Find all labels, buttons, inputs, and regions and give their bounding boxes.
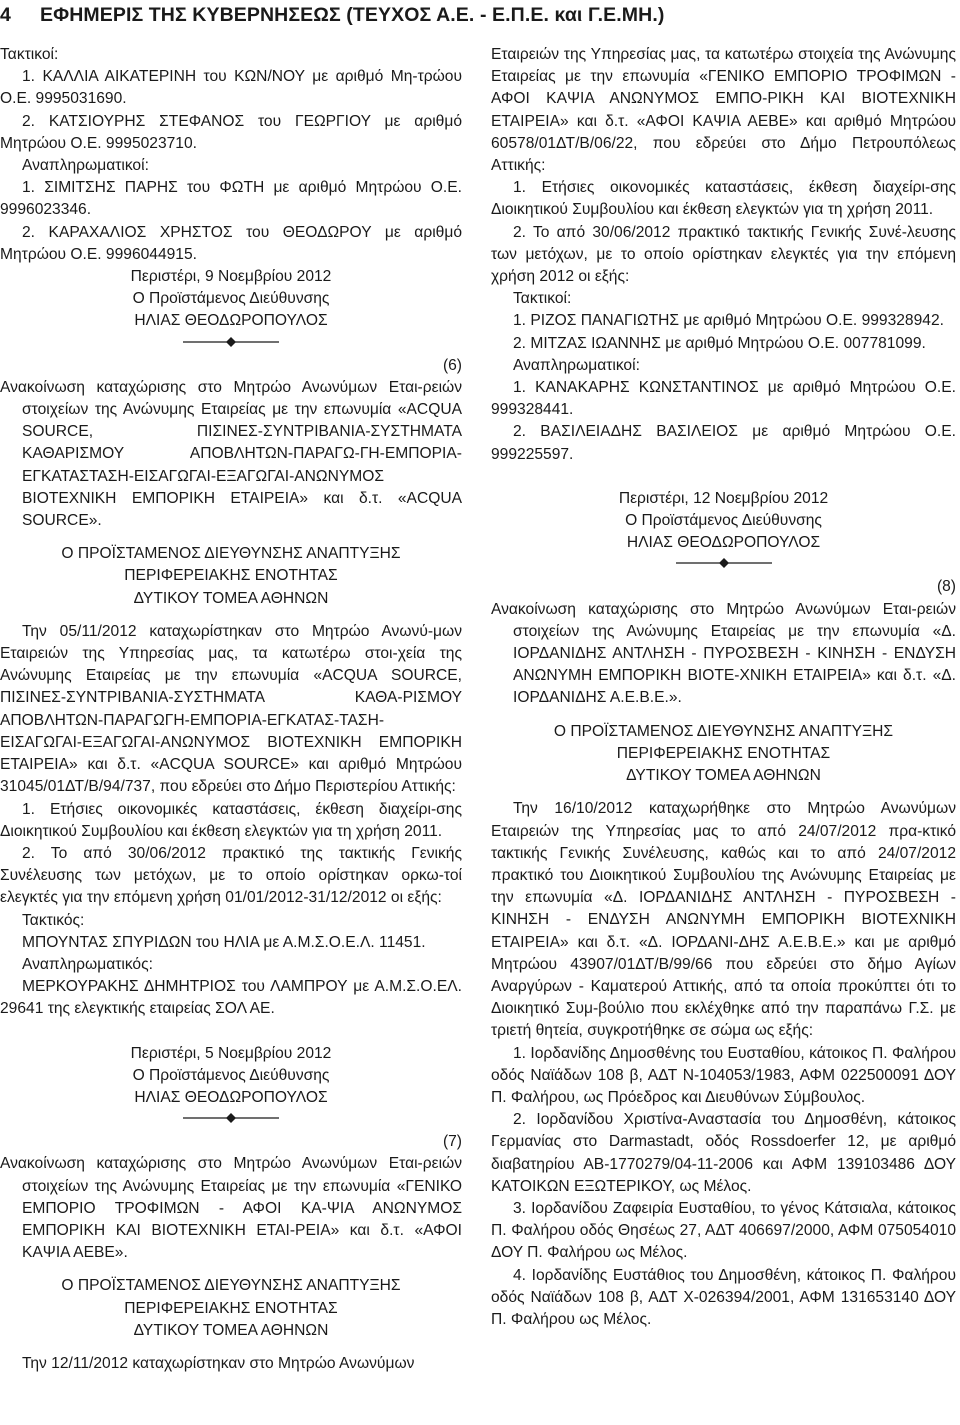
auditor-item: 2. ΚΑΡΑΧΑΛΙΟΣ ΧΡΗΣΤΟΣ του ΘΕΟΔΩΡΟΥ με αριθμό Μητρώου Ο.Ε. 9996044915. [0, 223, 462, 263]
authority-line: ΔΥΤΙΚΟΥ ΤΟΜΕΑ ΑΘΗΝΩΝ [626, 767, 821, 785]
heading-substitute-auditor: Αναπληρωματικός: [22, 955, 153, 973]
authority-line: ΠΕΡΙΦΕΡΕΙΑΚΗΣ ΕΝΟΤΗΤΑΣ [616, 744, 831, 762]
signatory-title: Ο Προϊστάμενος Διεύθυνσης [625, 512, 822, 530]
announcement-title: Ανακοίνωση καταχώρισης στο Μητρώο Ανωνύμων Εται-ρειών στοιχείων της Ανώνυμης Εταιρείας με την επωνυμία «ACQUA SOURCE, ΠΙΣΙΝΕΣ-ΣΥΝΤΡΙΒΑΝΙΑ-ΣΥΣΤΗΜΑΤΑ ΚΑΘΑΡΙΣΜΟΥ ΑΠΟΒΛΗΤΩΝ-ΠΑΡΑΓΩ-ΓΗ-ΕΜΠΟΡΙΑ-ΕΓΚΑΤΑΣΤΑΣΗ-ΕΙΣΑΓΩΓΑΙ-ΕΞΑΓΩΓΑΙ-ΑΝΩΝΥΜΟΣ ΒΙΟΤΕΧΝΙΚΗ ΕΜΠΟΡΙΚΗ ΕΤΑΙΡΕΙΑ» και δ.τ. «ACQUA SOURCE». [0, 378, 462, 530]
left-column [0, 44, 462, 1375]
authority-line: ΠΕΡΙΦΕΡΕΙΑΚΗΣ ΕΝΟΤΗΤΑΣ [124, 1299, 338, 1317]
announcement-title: Ανακοίνωση καταχώρισης στο Μητρώο Ανωνύμων Εται-ρειών στοιχείων της Ανώνυμης Εταιρείας με την επωνυμία «ΓΕΝΙΚΟ ΕΜΠΟΡΙΟ ΤΡΟΦΙΜΩΝ - ΑΦΟΙ ΚΑ-ΨΙΑ ΑΝΩΝΥΜΟΣ ΕΜΠΟΡΙΚΗ ΚΑΙ ΒΙΟΤΕΧΝΙΚΗ ΕΤΑΙ-ΡΕΙΑ» και δ.τ. «ΑΦΟΙ ΚΑΨΙΑ ΑΕΒΕ». [0, 1155, 462, 1262]
announcement-number: (6) [442, 356, 462, 374]
heading-substitute-auditors: Αναπληρωματικοί: [513, 356, 640, 374]
auditor-item: 1. ΚΑΝΑΚΑΡΗΣ ΚΩΝΣΤΑΝΤΙΝΟΣ με αριθμό Μητρώου Ο.Ε. 999328441. [491, 379, 956, 419]
authority-line: Ο ΠΡΟΪΣΤΑΜΕΝΟΣ ΔΙΕΥΘΥΝΣΗΣ ΑΝΑΠΤΥΞΗΣ [553, 722, 894, 740]
auditor-item: 1. ΚΑΛΛΙΑ ΑΙΚΑΤΕΡΙΝΗ του ΚΩΝ/ΝΟΥ με αριθμό Μη-τρώου Ο.Ε. 9995031690. [0, 68, 462, 108]
gazette-title: ΕΦΗΜΕΡΙΣ ΤΗΣ ΚΥΒΕΡΝΗΣΕΩΣ (ΤΕΥΧΟΣ Α.Ε. - Ε.Π.Ε. και Γ.Ε.ΜΗ.) [40, 4, 665, 26]
signature-date: Περιστέρι, 5 Νοεμβρίου 2012 [130, 1044, 332, 1062]
announcement-number: (7) [442, 1133, 462, 1151]
signatory-title: Ο Προϊστάμενος Διεύθυνσης [132, 1066, 330, 1084]
heading-regular-auditor: Τακτικός: [22, 911, 85, 929]
diamond-rule-icon [183, 1113, 279, 1123]
auditor-item: 1. ΣΙΜΙΤΣΗΣ ΠΑΡΗΣ του ΦΩΤΗ με αριθμό Μητρώου Ο.Ε. 9996023346. [0, 179, 462, 219]
announcement-number: (8) [936, 578, 956, 596]
signatory-name: ΗΛΙΑΣ ΘΕΟΔΩΡΟΠΟΥΛΟΣ [134, 312, 328, 330]
heading-regular-auditors: Τακτικοί: [0, 46, 59, 63]
auditor-item: 2. ΜΙΤΖΑΣ ΙΩΑΝΝΗΣ με αριθμό Μητρώου Ο.Ε. 007781099. [513, 334, 926, 352]
right-column [491, 44, 956, 1331]
heading-substitute-auditors: Αναπληρωματικοί: [22, 157, 149, 175]
signatory-title: Ο Προϊστάμενος Διεύθυνσης [132, 290, 330, 308]
body-paragraph: Εταιρειών της Υπηρεσίας μας, τα κατωτέρω στοιχεία της Ανώνυμης Εταιρείας με την επωνυμία «ΓΕΝΙΚΟ ΕΜΠΟΡΙΟ ΤΡΟΦΙΜΩΝ - ΑΦΟΙ ΚΑΨΙΑ ΑΝΩΝΥΜΟΣ ΕΜΠΟ-ΡΙΚΗ ΚΑΙ ΒΙΟΤΕΧΝΙΚΗ ΕΤΑΙΡΕΙΑ» και δ.τ. «ΑΦΟΙ ΚΑΨΙΑ ΑΕΒΕ» και αριθμό Μητρώου 60578/01ΔΤ/Β/06/22, που εδρεύει στο Δήμο Πετρουπόλεως Αττικής: [491, 46, 956, 175]
authority-line: ΔΥΤΙΚΟΥ ΤΟΜΕΑ ΑΘΗΝΩΝ [133, 589, 329, 607]
section-separator [0, 333, 462, 355]
board-member-item: 4. Ιορδανίδης Ευστάθιος του Δημοσθένη, κάτοικος Π. Φαλήρου οδός Ναϊάδων 108 β, ΑΔΤ Χ-026394/2001, ΑΦΜ 131653140 ΔΟΥ Π. Φαλήρου ως Μέλος. [491, 1266, 956, 1328]
body-paragraph: Την 12/11/2012 καταχωρίστηκαν στο Μητρώο Ανωνύμων [22, 1354, 415, 1372]
announcement-title: Ανακοίνωση καταχώρισης στο Μητρώο Ανωνύμων Εται-ρειών στοιχείων της Ανώνυμης Εταιρείας με την επωνυμία «Δ. ΙΟΡΔΑΝΙΔΗΣ ΑΝΤΛΗΣΗ - ΠΥΡΟΣΒΕΣΗ - ΚΙΝΗΣΗ - ΕΝΔΥΣΗ ΑΝΩΝΥΜΗ ΕΜΠΟΡΙΚΗ ΒΙΟΤΕ-ΧΝΙΚΗ ΕΤΑΙΡΕΙΑ» και δ.τ. «Δ. ΙΟΡΔΑΝΙΔΗΣ Α.Ε.Β.Ε.». [491, 600, 956, 707]
body-paragraph: Την 16/10/2012 καταχωρήθηκε στο Μητρώο Ανωνύμων Εταιρειών της Υπηρεσίας μας το από 24/07/2012 πρα-κτικό τακτικής Γενικής Συνέλευσης, καθώς και το από 24/07/2012 πρακτικό του Διοικητικού Συμβουλίου της Ανώνυμης Εταιρείας με την επωνυμία «Δ. ΙΟΡΔΑΝΙΔΗΣ ΑΝΤΛΗΣΗ - ΠΥΡΟΣΒΕΣΗ - ΚΙΝΗΣΗ - ΕΝΔΥΣΗ ΑΝΩΝΥΜΗ ΕΜΠΟΡΙΚΗ ΒΙΟΤΕΧΝΙΚΗ ΕΤΑΙΡΕΙΑ» και δ.τ. «Δ. ΙΟΡΔΑΝΙ-ΔΗΣ Α.Ε.Β.Ε.» και με αριθμό Μητρώου 43907/01ΔΤ/Β/99/66 που εδρεύει στο δήμο Αγίων Αναργύρων - Καματερού Αττικής, από τα οποία προκύπτει ότι το Διοικητικό Συμ-βούλιο που εκλέχθηκε από την παραπάνω Γ.Σ. με τριετή θητεία, συγκροτήθηκε σε σώμα ως εξής: [491, 800, 956, 1040]
authority-line: Ο ΠΡΟΪΣΤΑΜΕΝΟΣ ΔΙΕΥΘΥΝΣΗΣ ΑΝΑΠΤΥΞΗΣ [61, 545, 401, 563]
signature-date: Περιστέρι, 9 Νοεμβρίου 2012 [130, 268, 332, 286]
signature-date: Περιστέρι, 12 Νοεμβρίου 2012 [618, 489, 829, 507]
auditor-item: 2. ΚΑΤΣΙΟΥΡΗΣ ΣΤΕΦΑΝΟΣ του ΓΕΩΡΓΙΟΥ με αριθμό Μητρώου Ο.Ε. 9995023710. [0, 112, 462, 152]
signatory-name: ΗΛΙΑΣ ΘΕΟΔΩΡΟΠΟΥΛΟΣ [134, 1088, 328, 1106]
diamond-rule-icon [676, 558, 772, 568]
auditor-item: 2. ΒΑΣΙΛΕΙΑΔΗΣ ΒΑΣΙΛΕΙΟΣ με αριθμό Μητρώου Ο.Ε. 999225597. [491, 423, 956, 463]
heading-regular-auditors: Τακτικοί: [513, 290, 572, 308]
body-paragraph: Την 05/11/2012 καταχωρίστηκαν στο Μητρώο Ανωνύ-μων Εταιρειών της Υπηρεσίας μας, τα κατωτέρω στοι-χεία της Ανώνυμης Εταιρείας με την επωνυμία «ACQUA SOURCE, ΠΙΣΙΝΕΣ-ΣΥΝΤΡΙΒΑΝΙΑ-ΣΥΣΤΗΜΑΤΑ ΚΑΘΑ-ΡΙΣΜΟΥ ΑΠΟΒΛΗΤΩΝ-ΠΑΡΑΓΩΓΗ-ΕΜΠΟΡΙΑ-ΕΓΚΑΤΑΣ-ΤΑΣΗ-ΕΙΣΑΓΩΓΑΙ-ΕΞΑΓΩΓΑΙ-ΑΝΩΝΥΜΟΣ ΒΙΟΤΕΧΝΙΚΗ ΕΜΠΟΡΙΚΗ ΕΤΑΙΡΕΙΑ» και δ.τ. «ACQUA SOURCE» και αριθμό Μητρώου 31045/01ΔΤ/Β/94/737, που εδρεύει στο Δήμο Περιστερίου Αττικής: [0, 622, 462, 796]
body-paragraph: 2. Το από 30/06/2012 πρακτικό τακτικής Γενικής Συνέ-λευσης των μετόχων, με το οποίο ορίστηκαν ελεγκτές για την επόμενη χρήση 2012 οι εξής: [491, 223, 956, 286]
board-member-item: 1. Ιορδανίδης Δημοσθένης του Ευσταθίου, κάτοικος Π. Φαλήρου οδός Ναϊάδων 108 β, ΑΔΤ Ν-104053/1983, ΑΦΜ 022500091 ΔΟΥ Π. Φαλήρου, ως Πρόεδρος και Διευθύνων Σύμβουλος. [491, 1044, 956, 1106]
auditor-item: 1. ΡΙΖΟΣ ΠΑΝΑΓΙΩΤΗΣ με αριθμό Μητρώου Ο.Ε. 999328942. [513, 312, 944, 330]
body-paragraph: 1. Ετήσιες οικονομικές καταστάσεις, έκθεση διαχείρι-σης Διοικητικού Συμβουλίου και έκθεση ελεγκτών για τη χρήση 2011. [0, 800, 462, 840]
authority-line: Ο ΠΡΟΪΣΤΑΜΕΝΟΣ ΔΙΕΥΘΥΝΣΗΣ ΑΝΑΠΤΥΞΗΣ [61, 1277, 401, 1295]
authority-line: ΠΕΡΙΦΕΡΕΙΑΚΗΣ ΕΝΟΤΗΤΑΣ [124, 567, 338, 585]
page-header [0, 0, 960, 30]
board-member-item: 3. Ιορδανίδου Ζαφειρία Ευσταθίου, το γένος Κάτσιαλα, κάτοικος Π. Φαλήρου οδός Θησέως 27, ΑΔΤ 406697/2000, ΑΦΜ 075054010 ΔΟΥ Π. Φαλήρου ως Μέλος. [491, 1199, 956, 1262]
auditor-item: ΜΠΟΥΝΤΑΣ ΣΠΥΡΙΔΩΝ του ΗΛΙΑ με Α.Μ.Σ.Ο.Ε.Λ. 11451. [22, 933, 426, 951]
section-separator [491, 554, 956, 576]
authority-line: ΔΥΤΙΚΟΥ ΤΟΜΕΑ ΑΘΗΝΩΝ [133, 1321, 329, 1339]
signatory-name: ΗΛΙΑΣ ΘΕΟΔΩΡΟΠΟΥΛΟΣ [626, 534, 821, 552]
page-number: 4 [0, 4, 11, 26]
diamond-rule-icon [183, 337, 279, 347]
auditor-item: ΜΕΡΚΟΥΡΑΚΗΣ ΔΗΜΗΤΡΙΟΣ του ΛΑΜΠΡΟΥ με Α.Μ.Σ.Ο.ΕΛ. 29641 της ελεγκτικής εταιρείας ΣΟΛ ΑΕ. [0, 978, 462, 1018]
body-paragraph: 1. Ετήσιες οικονομικές καταστάσεις, έκθεση διαχείρι-σης Διοικητικού Συμβουλίου και έκθεση ελεγκτών για τη χρήση 2011. [491, 179, 956, 219]
board-member-item: 2. Ιορδανίδου Χριστίνα-Αναστασία του Δημοσθένη, κάτοικος Γερμανίας στο Darmastadt, οδός Rossdoerfer 12, με αριθμό διαβατηρίου ΑΒ-1770279/04-11-2006 και ΑΦΜ 139103486 ΔΟΥ ΚΑΤΟΙΚΩΝ ΕΞΩΤΕΡΙΚΟΥ, ως Μέλος. [491, 1111, 956, 1195]
section-separator [0, 1109, 462, 1131]
body-paragraph: 2. Το από 30/06/2012 πρακτικό της τακτικής Γενικής Συνέλευσης των μετόχων, με το οποίο ορίστηκαν ορκω-τοί ελεγκτές για την επόμενη χρήση 01/01/2012-31/12/2012 οι εξής: [0, 844, 462, 907]
